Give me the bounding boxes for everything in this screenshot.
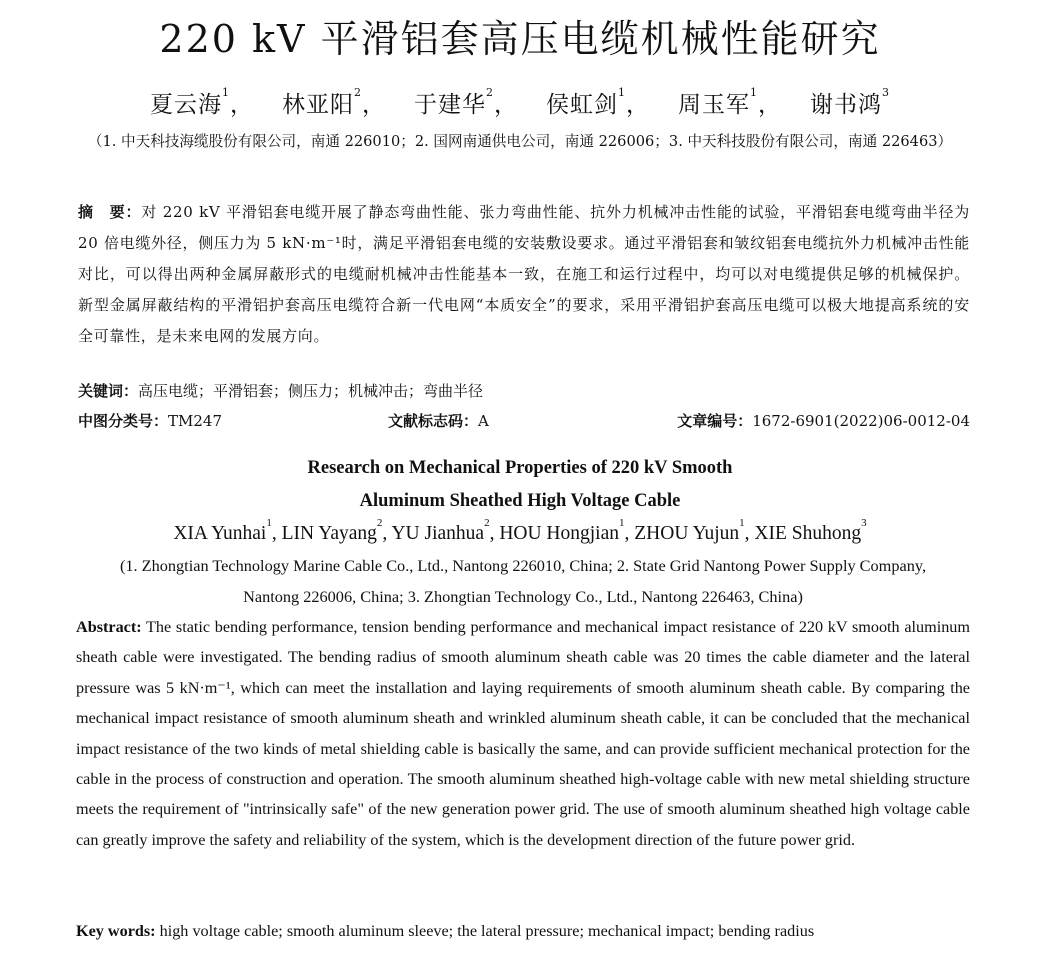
chinese-keywords-label: 关键词： [78,382,139,400]
english-author: HOU Hongjian$^1$, [499,517,635,544]
english-keywords-text: high voltage cable; smooth aluminum sleeve; the lateral pressure; mechanical impact; bending radius [159,922,815,940]
english-author: XIA Yunhai$^1$, [173,517,282,544]
article-number: 文章编号：1672-6901(2022)06-0012-04 [677,412,970,430]
chinese-abstract-label: 摘 要： [78,203,142,221]
chinese-author: 周玉军$^1$， [678,86,782,118]
english-author: LIN Yayang$^2$, [281,517,392,544]
english-abstract [76,612,970,855]
chinese-affiliations: （1. 中天科技海缆股份有限公司，南通 226010；2. 国网南通供电公司，南通 226006；3. 中天科技股份有限公司，南通 226463） [87,133,953,150]
english-author: ZHOU Yujun$^1$, [634,517,755,544]
english-author: XIE Shuhong$^3$ [754,517,867,544]
chinese-abstract-text: 对 220 kV 平滑铝套电缆开展了静态弯曲性能、张力弯曲性能、抗外力机械冲击性能的试验，平滑铝套电缆弯曲半径为 20 倍电缆外径，侧压力为 5 kN·m⁻¹时，满足平滑铝套电缆的安装敷设要求。通过平滑铝套和皱纹铝套电缆抗外力机械冲击性能对比，可以得出两种金属屏蔽形式的电缆耐机械冲击性能基本一致，在施工和运行过程中，均可以对电缆提供足够的机械保护。新型金属屏蔽结构的平滑铝护套高压电缆符合新一代电网“本质安全”的要求，采用平滑铝护套高压电缆可以极大地提高系统的安全可靠性，是未来电网的发展方向。 [78,203,971,345]
chinese-title: 220 kV 平滑铝套高压电缆机械性能研究 [159,17,881,61]
chinese-keywords [78,377,483,405]
chinese-author: 谢书鸿$^3$ [810,86,890,118]
chinese-author: 夏云海$^1$， [150,86,254,118]
chinese-abstract [78,197,970,352]
clc-number: 中图分类号：TM247 [78,412,223,430]
english-abstract-text: The static bending performance, tension bending performance and mechanical impact resistance of 220 kV smooth aluminum sheath cable were investigated. The bending radius of smooth aluminum sheath cable was 20 times the cable diameter and the lateral pressure was 5 kN·m⁻¹, which can meet the installation and laying requirements of smooth aluminum sheath cable. By comparing the mechanical impact resistance of smooth aluminum sheath and wrinkled aluminum sheath cable, it can be concluded that the mechanical impact resistance of the two kinds of metal shielding cable is basically the same, and can provide sufficient mechanical protection for the cable in the process of construction and operation. The smooth aluminum sheathed high-voltage cable with new metal shielding structure meets the requirement of "intrinsically safe" of the new generation power grid. The use of smooth aluminum sheathed high voltage cable can greatly improve the safety and reliability of the system, which is the development direction of the future power grid. [76,618,970,849]
document-code: 文献标志码：A [388,412,489,430]
english-title-line-2: Aluminum Sheathed High Voltage Cable [359,491,681,511]
english-title-line-1: Research on Mechanical Properties of 220 kV Smooth [307,458,733,478]
chinese-keywords-text: 高压电缆；平滑铝套；侧压力；机械冲击；弯曲半径 [138,382,484,400]
english-author-list [0,518,1040,550]
chinese-author: 侯虹剑$^1$， [546,86,650,118]
english-affiliations: (1. Zhongtian Technology Marine Cable Co., Ltd., Nantong 226010, China; 2. State Grid Nantong Power Supply Company, Nantong 226006, China; 3. Zhongtian Technology Co., Ltd., Nantong 226463, China) [119,556,927,606]
english-abstract-label: Abstract: [76,618,142,636]
chinese-author: 林亚阳$^2$， [282,86,386,118]
english-title [0,452,1040,518]
chinese-author-list [0,88,1040,122]
english-author: YU Jianhua$^2$, [391,517,500,544]
english-keywords [76,916,970,946]
chinese-author: 于建华$^2$， [414,86,518,118]
english-keywords-label: Key words: [76,922,156,940]
